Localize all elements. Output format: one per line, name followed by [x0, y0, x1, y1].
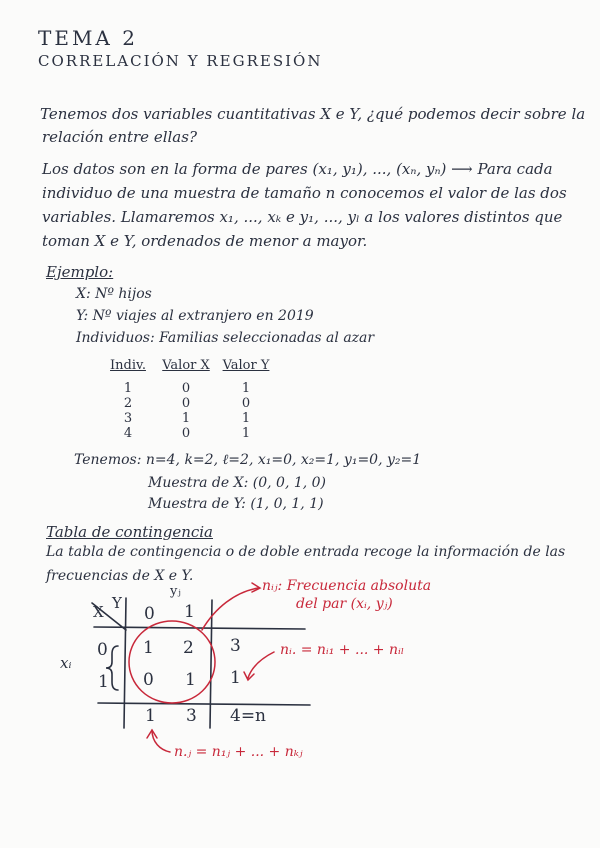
table-row — [100, 396, 330, 411]
table-cell: 0 — [181, 426, 191, 441]
nij-arrow — [202, 588, 258, 630]
page-subtitle: CORRELACIÓN Y REGRESIÓN — [38, 52, 323, 70]
note-nj: n.ⱼ = n₁ⱼ + ... + nₖⱼ — [174, 744, 303, 760]
corner-label-x: X — [93, 603, 104, 621]
col-header-1: 1 — [184, 602, 195, 622]
contingency-line-1: La tabla de contingencia o de doble entrada recoge la información de las — [46, 544, 566, 560]
intro-line-3: Los datos son en la forma de pares (x₁, y₁), ..., (xₙ, yₙ) ⟶ Para cada — [42, 160, 553, 178]
table-header-cell: Valor Y — [222, 358, 270, 373]
intro-line-6: toman X e Y, ordenados de menor a mayor. — [42, 232, 368, 250]
nij-arrowhead — [252, 583, 260, 592]
totals-row-rule — [98, 703, 310, 705]
row-header-0: 0 — [97, 640, 108, 660]
table-cell: 0 — [241, 396, 251, 411]
note-ni: nᵢ. = nᵢ₁ + ... + nᵢₗ — [280, 642, 405, 658]
ni-arrowhead — [244, 672, 254, 680]
table-cell: 0 — [181, 381, 191, 396]
contingency-heading: Tabla de contingencia — [46, 523, 213, 541]
row-header-rule — [124, 598, 126, 728]
table-row — [100, 381, 330, 396]
intro-line-1: Tenemos dos variables cuantitativas X e Y, ¿qué podemos decir sobre la — [40, 105, 586, 123]
row-total-0: 3 — [230, 636, 241, 656]
cell-1-1: 1 — [185, 670, 196, 690]
nj-arrow — [152, 730, 170, 752]
table-row — [100, 411, 330, 426]
example-data-table — [100, 358, 330, 441]
example-x-definition: X: Nº hijos — [76, 286, 152, 302]
row-header-1: 1 — [98, 672, 109, 692]
intro-line-5: variables. Llamaremos x₁, ..., xₖ e y₁, ..., yₗ a los valores distintos que — [42, 208, 563, 226]
xi-label: xᵢ — [60, 654, 72, 672]
note-nij-line-1: nᵢⱼ: Frecuencia absoluta — [262, 578, 432, 594]
table-cell: 2 — [123, 396, 133, 411]
example-heading: Ejemplo: — [46, 263, 114, 281]
table-cell: 3 — [123, 411, 133, 426]
example-y-definition: Y: Nº viajes al extranjero en 2019 — [76, 308, 314, 324]
table-cell: 1 — [241, 381, 251, 396]
table-cell: 0 — [181, 396, 191, 411]
corner-label-y: Y — [112, 594, 122, 612]
yj-label: yⱼ — [170, 584, 181, 599]
example-sample-y: Muestra de Y: (1, 0, 1, 1) — [148, 496, 324, 512]
contingency-line-2: frecuencias de X e Y. — [46, 568, 194, 584]
ni-arrow — [248, 652, 274, 678]
col-header-0: 0 — [144, 604, 155, 624]
table-header-cell: Indiv. — [110, 358, 146, 373]
intro-line-4: individuo de una muestra de tamaño n conocemos el valor de las dos — [42, 184, 567, 202]
cell-0-0: 1 — [143, 638, 154, 658]
table-header-row — [100, 358, 330, 373]
grand-total: 4=n — [230, 706, 267, 726]
example-sample-x: Muestra de X: (0, 0, 1, 0) — [148, 475, 327, 491]
cells-highlight-ellipse — [129, 621, 215, 703]
table-cell: 1 — [241, 411, 251, 426]
table-row — [100, 426, 330, 441]
table-cell: 1 — [123, 381, 133, 396]
totals-column-rule — [210, 600, 212, 728]
note-nij-line-2: del par (xᵢ, yⱼ) — [296, 596, 393, 612]
cell-0-1: 2 — [183, 638, 194, 658]
row-total-1: 1 — [230, 668, 241, 688]
intro-line-2: relación entre ellas? — [42, 128, 197, 146]
table-cell: 1 — [241, 426, 251, 441]
col-total-1: 3 — [186, 706, 197, 726]
table-cell: 1 — [181, 411, 191, 426]
nj-arrowhead — [147, 730, 157, 738]
table-header-cell: Valor X — [162, 358, 210, 373]
example-individuals-definition: Individuos: Familias seleccionadas al azar — [76, 330, 375, 346]
cell-1-0: 0 — [143, 670, 154, 690]
example-summary: Tenemos: n=4, k=2, ℓ=2, x₁=0, x₂=1, y₁=0, y₂=1 — [74, 452, 422, 468]
header-rule — [94, 627, 305, 629]
page-title: TEMA 2 — [38, 26, 138, 50]
table-cell: 4 — [123, 426, 133, 441]
col-total-0: 1 — [145, 706, 156, 726]
